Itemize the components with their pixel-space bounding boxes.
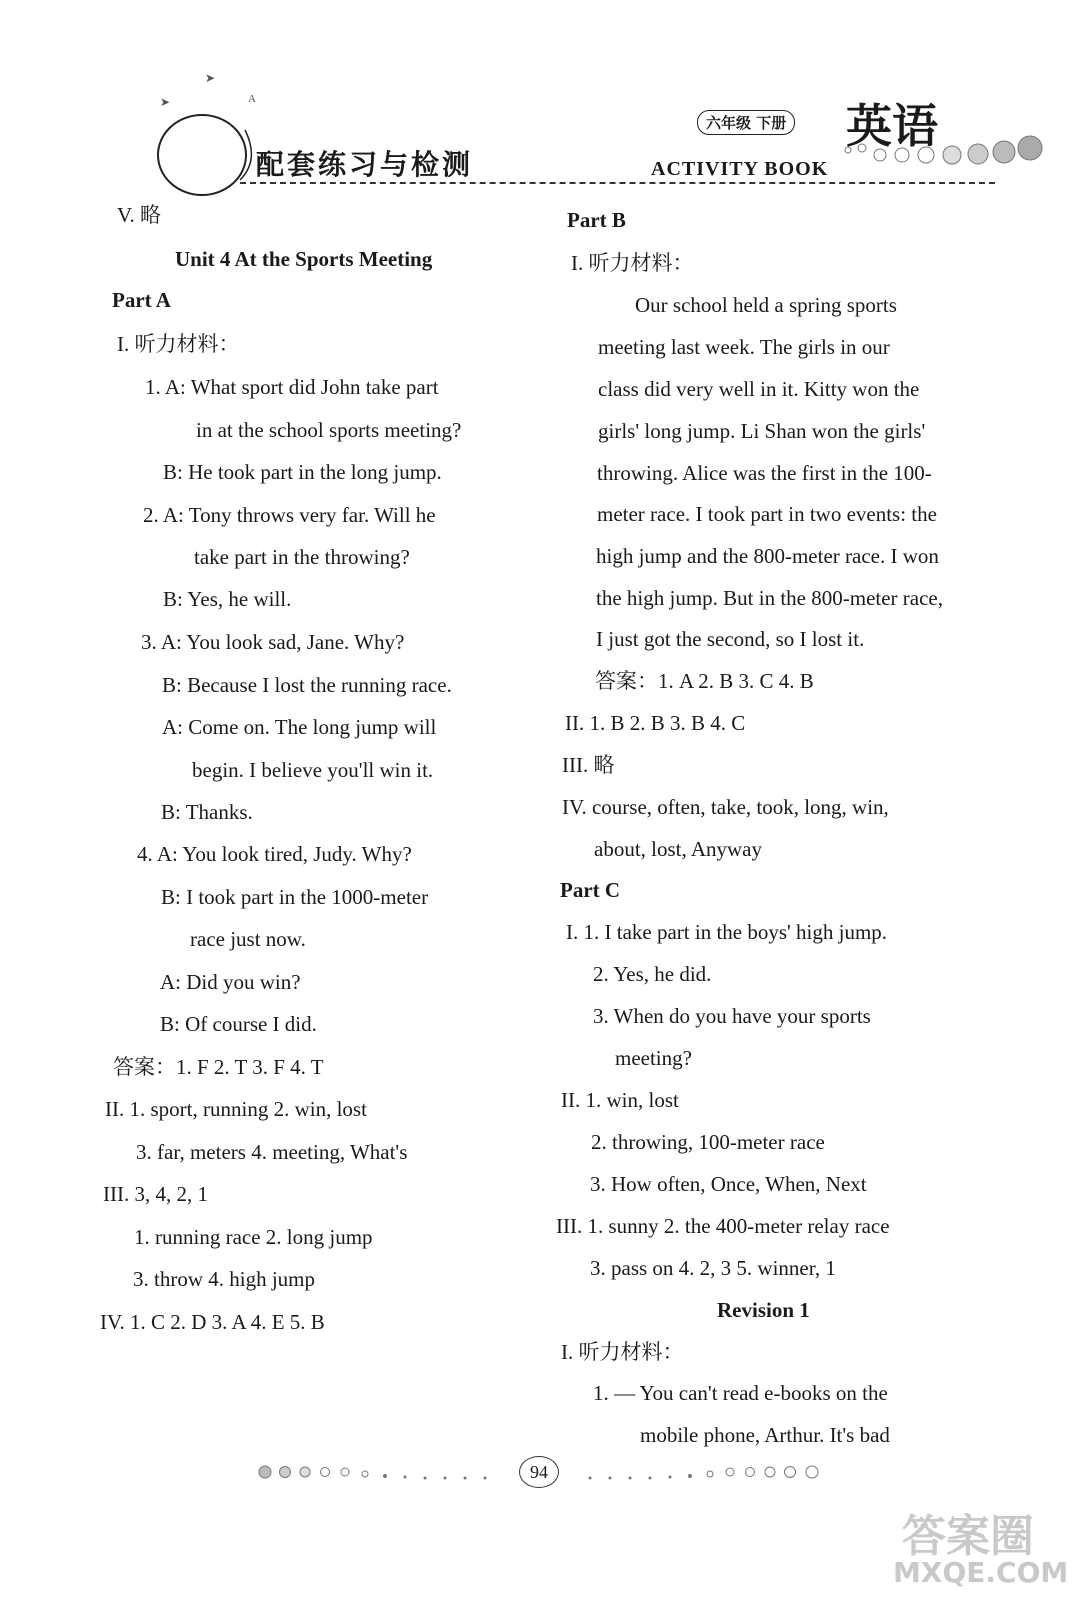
text-line: V. 略	[117, 203, 161, 227]
unit-heading: Unit 4 At the Sports Meeting	[175, 247, 433, 271]
page-number: 94	[519, 1456, 559, 1488]
text-line: 3. How often, Once, When, Next	[590, 1172, 867, 1196]
svg-text:➤: ➤	[205, 71, 216, 85]
footer-dots-right	[570, 1460, 830, 1484]
text-line: I. 听力材料：	[571, 251, 694, 275]
text-line: 3. throw 4. high jump	[133, 1267, 315, 1291]
text-line: meeting last week. The girls in our	[598, 335, 890, 359]
answer-line: 答案：1. A 2. B 3. C 4. B	[595, 669, 814, 693]
header-circle-decoration	[150, 60, 270, 200]
text-line: III. 3, 4, 2, 1	[103, 1182, 208, 1206]
text-line: girls' long jump. Li Shan won the girls'	[598, 419, 926, 443]
text-line: 3. far, meters 4. meeting, What's	[136, 1140, 408, 1164]
text-line: I. 听力材料：	[117, 332, 240, 356]
text-line: B: Thanks.	[161, 800, 253, 824]
text-line: 1. — You can't read e-books on the	[593, 1381, 888, 1405]
section-heading: Part B	[567, 208, 626, 232]
text-line: race just now.	[190, 927, 306, 951]
section-heading: Part C	[560, 878, 621, 902]
text-line: 2. A: Tony throws very far. Will he	[143, 503, 436, 527]
text-line: III. 略	[562, 753, 615, 777]
text-line: B: He took part in the long jump.	[163, 460, 442, 484]
text-line: meeting?	[615, 1046, 692, 1070]
section-heading: Part A	[112, 288, 171, 312]
text-line: IV. course, often, take, took, long, win,	[562, 795, 889, 819]
text-line: begin. I believe you'll win it.	[192, 758, 434, 782]
series-title: 配套练习与检测	[256, 148, 474, 181]
text-line: class did very well in it. Kitty won the	[598, 377, 920, 401]
watermark-brand: 答案圈	[902, 1511, 1034, 1562]
text-line: 2. throwing, 100-meter race	[591, 1130, 825, 1154]
text-line: 2. Yes, he did.	[593, 962, 712, 986]
header-dashed-rule	[240, 182, 995, 184]
text-line: I just got the second, so I lost it.	[596, 627, 865, 651]
text-line: B: I took part in the 1000-meter	[161, 885, 429, 909]
activity-book-label: ACTIVITY BOOK	[651, 158, 829, 180]
text-line: II. 1. sport, running 2. win, lost	[105, 1097, 367, 1121]
text-line: 3. When do you have your sports	[593, 1004, 871, 1028]
text-line: about, lost, Anyway	[594, 837, 762, 861]
text-line: mobile phone, Arthur. It's bad	[640, 1423, 890, 1447]
text-line: 1. A: What sport did John take part	[145, 375, 439, 399]
text-line: II. 1. win, lost	[561, 1088, 679, 1112]
header-bubble-decoration	[840, 128, 1050, 178]
text-line: in at the school sports meeting?	[196, 418, 462, 442]
text-line: 4. A: You look tired, Judy. Why?	[137, 842, 412, 866]
text-line: II. 1. B 2. B 3. B 4. C	[565, 711, 746, 735]
text-line: I. 听力材料：	[561, 1340, 684, 1364]
svg-text:A: A	[248, 93, 256, 105]
text-line: B: Yes, he will.	[163, 587, 292, 611]
svg-text:➤: ➤	[160, 95, 171, 109]
text-line: 1. running race 2. long jump	[134, 1225, 373, 1249]
section-heading: Revision 1	[717, 1298, 810, 1322]
text-line: A: Come on. The long jump will	[162, 715, 437, 739]
text-line: meter race. I took part in two events: the	[597, 502, 937, 526]
footer-dots-left	[255, 1460, 515, 1484]
text-line: I. 1. I take part in the boys' high jump.	[566, 920, 888, 944]
watermark-domain: MXQE.COM	[893, 1556, 1069, 1589]
text-line: 3. A: You look sad, Jane. Why?	[141, 630, 405, 654]
subject-title: 英语	[846, 99, 938, 153]
text-line: Our school held a spring sports	[635, 293, 897, 317]
text-line: III. 1. sunny 2. the 400-meter relay race	[556, 1214, 890, 1238]
text-line: IV. 1. C 2. D 3. A 4. E 5. B	[100, 1310, 325, 1334]
text-line: B: Of course I did.	[160, 1012, 317, 1036]
text-line: A: Did you win?	[160, 970, 301, 994]
text-line: B: Because I lost the running race.	[162, 673, 452, 697]
text-line: high jump and the 800-meter race. I won	[596, 544, 939, 568]
text-line: the high jump. But in the 800-meter race,	[596, 586, 943, 610]
grade-badge: 六年级 下册	[697, 110, 795, 135]
text-line: 3. pass on 4. 2, 3 5. winner, 1	[590, 1256, 836, 1280]
text-line: take part in the throwing?	[194, 545, 410, 569]
text-line: throwing. Alice was the first in the 100-	[597, 461, 932, 485]
answer-line: 答案：1. F 2. T 3. F 4. T	[113, 1055, 324, 1079]
